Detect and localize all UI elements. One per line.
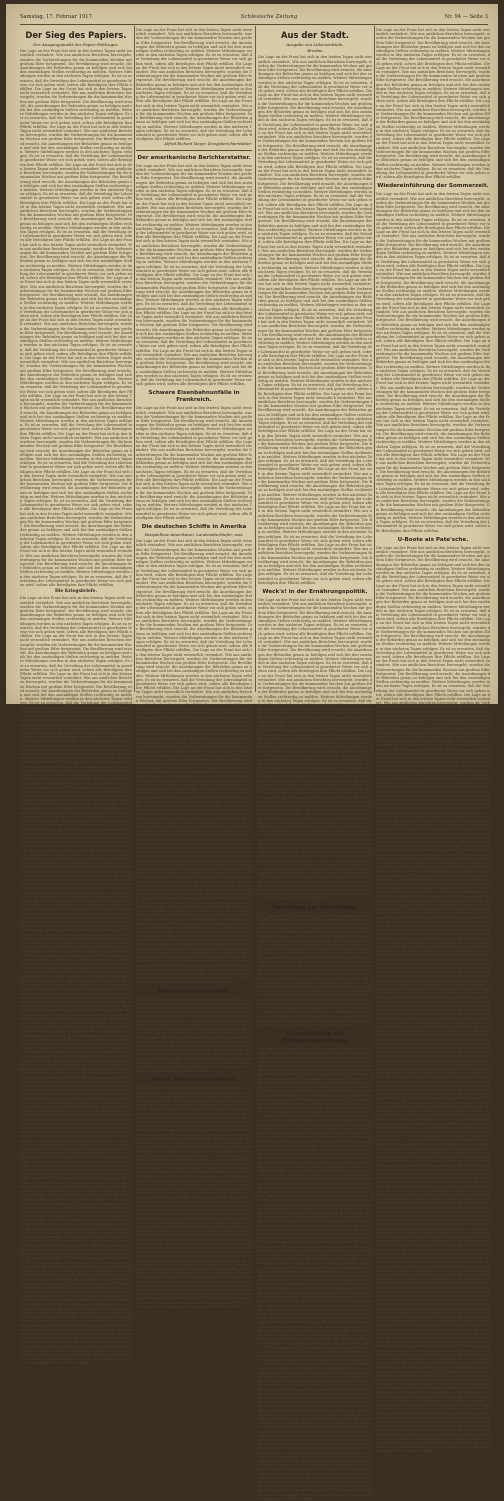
column-rule — [374, 26, 375, 692]
column-rule — [255, 26, 256, 692]
header-paper-name: Schlesische Zeitung — [240, 14, 298, 20]
newspaper-page — [6, 4, 498, 1501]
article-body: Die Lage an der Front hat sich in den letzten Tagen nicht wesentlich verändert. Wie aus amtlichen Berichten hervorgeht, wurden die Vorbereitungen für die kommenden Wochen mit großem Eifer fortgesetzt. Die Bevölkerung wird ersucht, die Anordnungen der Behörden genau zu befolgen und sich bei den zuständigen Stellen rechtzeitig zu melden. Weitere Mitteilungen werden in den nächsten Tagen erfolgen. Es ist zu erwarten, daß die Verteilung der Lebensmittel in geordneter Weise vor sich gehen wird, sofern alle Beteiligten ihre Pflicht erfüllen. Die Lage an der Front hat sich in den letzten Tagen nicht wesentlich verändert. Wie aus amtlichen Berichten hervorgeht, wurden die Vorbereitungen für die kommenden Wochen mit großem Eifer fortgesetzt. Die Bevölkerung wird ersucht, die Anordnungen der Behörden genau zu befolgen und sich bei den zuständigen Stellen rechtzeitig zu melden. Weitere Mitteilungen werden in den nächsten Tagen erfolgen. Es ist zu erwarten, daß die Verteilung der Lebensmittel in geordneter Weise vor sich gehen wird, sofern alle Beteiligten ihre Pflicht erfüllen. Die Lage an der Front hat sich in den letzten Tagen nicht wesentlich verändert. Wie aus amtlichen Berichten hervorgeht, wurden die Vorbereitungen für die kommenden Wochen mit großem Eifer fortgesetzt. Die Bevölkerung wird ersucht, die Anordnungen der Behörden genau zu befolgen und sich bei den zuständigen Stellen rechtzeitig zu melden. Weitere Mitteilungen werden in den nächsten Tagen erfolgen. Es ist zu erwarten, daß die Verteilung der Lebensmittel in geordneter Weise vor sich gehen wird, sofern alle Beteiligten ihre Pflicht erfüllen. — [258, 913, 372, 1027]
article-body: Die Lage an der Front hat sich in den letzten Tagen nicht wesentlich verändert. Wie aus amtlichen Berichten hervorgeht, wurden die Vorbereitungen für die kommenden Wochen mit großem Eifer fortgesetzt. Die Bevölkerung wird ersucht, die Anordnungen der Behörden genau zu befolgen und sich bei den zuständigen Stellen rechtzeitig zu melden. Weitere Mitteilungen werden in den nächsten Tagen erfolgen. Es ist zu erwarten, daß die Verteilung der Lebensmittel in geordneter Weise vor sich gehen wird, sofern alle Beteiligten ihre Pflicht erfüllen. Die Lage an der Front hat sich in den letzten Tagen nicht wesentlich verändert. Wie aus amtlichen Berichten hervorgeht, wurden die Vorbereitungen für die kommenden Wochen mit großem Eifer fortgesetzt. Die Bevölkerung wird ersucht, die Anordnungen der Behörden genau zu befolgen und sich bei den zuständigen Stellen rechtzeitig zu melden. Weitere Mitteilungen werden in den nächsten Tagen erfolgen. Es ist zu erwarten, daß die Verteilung der Lebensmittel in geordneter Weise vor sich gehen wird, sofern alle Beteiligten ihre Pflicht erfüllen. Die Lage an der Front hat sich in den letzten Tagen nicht wesentlich verändert. Wie aus amtlichen Berichten hervorgeht, wurden die Vorbereitungen für die kommenden Wochen mit großem Eifer fortgesetzt. Die Bevölkerung wird ersucht, die Anordnungen der Behörden genau zu befolgen und sich bei den zuständigen Stellen rechtzeitig zu melden. Weitere Mitteilungen werden in den nächsten Tagen erfolgen. Es ist zu erwarten, daß die Verteilung der Lebensmittel in geordneter Weise vor sich gehen wird, sofern alle Beteiligten ihre Pflicht erfüllen. — [136, 406, 252, 520]
article-heading: Verteilung der Marmelade. — [272, 904, 358, 911]
article-signature: Alfred Richard Meyer, Kriegsberichterstatter. — [164, 141, 252, 147]
column-4 — [376, 28, 491, 1454]
article-heading: U-Boote als Pate'sche. — [397, 536, 469, 543]
page-header — [20, 10, 488, 25]
article-heading: Kleine Theaternachrichten. — [151, 1077, 237, 1084]
article-body: Die Lage an der Front hat sich in den letzten Tagen nicht wesentlich verändert. Wie aus amtlichen Berichten hervorgeht, wurden die Vorbereitungen für die kommenden Wochen mit großem Eifer fortgesetzt. Die Bevölkerung wird ersucht, die Anordnungen der Behörden genau zu befolgen und sich bei den zuständigen Stellen rechtzeitig zu melden. Weitere Mitteilungen werden in den nächsten Tagen erfolgen. Es ist zu erwarten, daß die Verteilung der Lebensmittel in geordneter Weise vor sich gehen wird, sofern alle Beteiligten ihre Pflicht erfüllen. Die Lage an der Front hat sich in den letzten Tagen nicht wesentlich verändert. Wie aus amtlichen Berichten hervorgeht, wurden die Vorbereitungen für die kommenden Wochen mit großem Eifer fortgesetzt. Die Bevölkerung wird ersucht, die Anordnungen der Behörden genau zu befolgen und sich bei den zuständigen Stellen rechtzeitig zu melden. Weitere Mitteilungen werden in den nächsten Tagen erfolgen. Es ist zu erwarten, daß die Verteilung der Lebensmittel in geordneter Weise vor sich gehen wird, sofern alle Beteiligten ihre Pflicht erfüllen. Die Lage an der Front hat sich in den letzten Tagen nicht wesentlich verändert. Wie aus amtlichen Berichten hervorgeht, wurden die Vorbereitungen für die kommenden Wochen mit großem Eifer fortgesetzt. Die Bevölkerung wird ersucht, die Anordnungen der Behörden genau zu befolgen und sich bei den zuständigen Stellen rechtzeitig zu melden. Weitere Mitteilungen werden in den nächsten Tagen erfolgen. Es ist zu erwarten, daß die Verteilung der Lebensmittel in geordneter Weise vor sich gehen wird, sofern alle Beteiligten ihre Pflicht erfüllen. Die Lage an der Front hat sich in den letzten Tagen nicht wesentlich verändert. Wie aus amtlichen Berichten hervorgeht, wurden die Vorbereitungen für die kommenden Wochen mit großem Eifer fortgesetzt. Die Bevölkerung wird ersucht, die Anordnungen der Behörden genau zu befolgen und sich bei den zuständigen Stellen rechtzeitig zu melden. Weitere Mitteilungen werden in den nächsten Tagen erfolgen. Es ist zu erwarten, daß die Verteilung der Lebensmittel in geordneter Weise vor sich gehen wird, sofern alle Beteiligten ihre Pflicht erfüllen. Die Lage an der Front hat sich in den letzten Tagen nicht wesentlich verändert. Wie aus amtlichen Berichten hervorgeht, wurden die Vorbereitungen für die kommenden Wochen mit großem Eifer fortgesetzt. Die Bevölkerung wird ersucht, die Anordnungen der Behörden genau zu befolgen und sich bei den zuständigen Stellen rechtzeitig zu melden. Weitere Mitteilungen werden in den nächsten Tagen erfolgen. Es ist zu erwarten, daß die Verteilung der Lebensmittel in geordneter Weise vor sich gehen wird, sofern alle Beteiligten ihre Pflicht erfüllen. Die Lage an der Front hat sich in den letzten Tagen nicht wesentlich verändert. Wie aus amtlichen Berichten hervorgeht, wurden die Vorbereitungen für die kommenden Wochen mit großem Eifer fortgesetzt. Die Bevölkerung wird ersucht, die Anordnungen der Behörden genau zu befolgen und sich bei den zuständigen Stellen rechtzeitig zu melden. Weitere Mitteilungen werden in den nächsten Tagen erfolgen. Es ist zu erwarten, daß die Verteilung der Lebensmittel in geordneter Weise vor sich gehen wird, sofern alle Beteiligten ihre Pflicht erfüllen. Die Lage an der Front hat sich in den letzten Tagen nicht wesentlich verändert. Wie aus amtlichen Berichten hervorgeht, wurden die Vorbereitungen für die kommenden Wochen mit großem Eifer fortgesetzt. Die Bevölkerung wird ersucht, die Anordnungen der Behörden genau zu befolgen und sich bei den zuständigen Stellen rechtzeitig zu melden. Weitere Mitteilungen werden in den nächsten Tagen erfolgen. Es ist zu erwarten, daß die Verteilung der Lebensmittel in geordneter Weise vor sich gehen wird, sofern alle Beteiligten ihre Pflicht erfüllen. Die Lage an der Front hat sich in den letzten Tagen nicht wesentlich verändert. Wie aus amtlichen Berichten hervorgeht, wurden die Vorbereitungen für die kommenden Wochen mit großem Eifer fortgesetzt. Die Bevölkerung wird ersucht, die Anordnungen der Behörden genau zu befolgen und sich bei den zuständigen Stellen rechtzeitig zu melden. Weitere Mitteilungen werden in den nächsten Tagen erfolgen. Es ist zu erwarten, daß die Verteilung der Lebensmittel in geordneter Weise vor sich gehen wird, sofern alle Beteiligten ihre Pflicht erfüllen. — [258, 598, 373, 901]
column-2 — [136, 28, 252, 1309]
header-page-number: Nr. 94 — Seite 3 — [444, 14, 488, 20]
article-body: Die Lage an der Front hat sich in den letzten Tagen nicht wesentlich verändert. Wie aus amtlichen Berichten hervorgeht, wurden die Vorbereitungen für die kommenden Wochen mit großem Eifer fortgesetzt. Die Bevölkerung wird ersucht, die Anordnungen der Behörden genau zu befolgen und sich bei den zuständigen Stellen rechtzeitig zu melden. Weitere Mitteilungen werden in den nächsten Tagen erfolgen. Es ist zu erwarten, daß die Verteilung der Lebensmittel in geordneter Weise vor sich gehen wird, sofern alle Beteiligten ihre Pflicht erfüllen. Die Lage an der Front hat sich in den letzten Tagen nicht wesentlich verändert. Wie aus amtlichen Berichten hervorgeht, wurden die Vorbereitungen für die kommenden Wochen mit großem Eifer fortgesetzt. Die Bevölkerung wird ersucht, die Anordnungen der Behörden genau zu befolgen und sich bei den zuständigen Stellen rechtzeitig zu melden. Weitere Mitteilungen werden in den nächsten Tagen erfolgen. Es ist zu erwarten, daß die Verteilung der Lebensmittel in geordneter Weise vor sich gehen wird, sofern alle Beteiligten ihre Pflicht erfüllen. Die Lage an der Front hat sich in den letzten Tagen nicht wesentlich verändert. Wie aus amtlichen Berichten hervorgeht, wurden die Vorbereitungen für die kommenden Wochen mit großem Eifer fortgesetzt. Die Bevölkerung wird ersucht, die Anordnungen der Behörden genau zu befolgen und sich bei den zuständigen Stellen rechtzeitig zu melden. Weitere Mitteilungen werden in den nächsten Tagen erfolgen. Es ist zu erwarten, daß die Verteilung der Lebensmittel in geordneter Weise vor sich gehen wird, sofern alle Beteiligten ihre Pflicht erfüllen. Die Lage an der Front hat sich in den letzten Tagen nicht wesentlich verändert. Wie aus amtlichen Berichten hervorgeht, wurden die Vorbereitungen für die kommenden Wochen mit großem Eifer fortgesetzt. Die Bevölkerung wird ersucht, die Anordnungen der Behörden genau zu befolgen und sich bei den zuständigen Stellen rechtzeitig zu melden. Weitere Mitteilungen werden in den nächsten Tagen erfolgen. Es ist zu erwarten, daß die Verteilung der Lebensmittel in geordneter Weise vor sich gehen wird, sofern alle Beteiligten ihre Pflicht erfüllen. Die Lage an der Front hat sich in den letzten Tagen nicht wesentlich verändert. Wie aus amtlichen Berichten hervorgeht, wurden die Vorbereitungen für die kommenden Wochen mit großem Eifer fortgesetzt. Die Bevölkerung wird ersucht, die Anordnungen der Behörden genau zu befolgen und sich bei den zuständigen Stellen rechtzeitig zu melden. Weitere Mitteilungen werden in den nächsten Tagen erfolgen. Es ist zu erwarten, daß die Verteilung der Lebensmittel in geordneter Weise vor sich gehen wird, sofern alle Beteiligten ihre Pflicht erfüllen. Die Lage an der Front hat sich in den letzten Tagen nicht wesentlich verändert. Wie aus amtlichen Berichten hervorgeht, wurden die Vorbereitungen für die kommenden Wochen mit großem Eifer fortgesetzt. Die Bevölkerung wird ersucht, die Anordnungen der Behörden genau zu befolgen und sich bei den zuständigen Stellen rechtzeitig zu melden. Weitere Mitteilungen werden in den nächsten Tagen erfolgen. Es ist zu erwarten, daß die Verteilung der Lebensmittel in geordneter Weise vor sich gehen wird, sofern alle Beteiligten ihre Pflicht erfüllen. Die Lage an der Front hat sich in den letzten Tagen nicht wesentlich verändert. Wie aus amtlichen Berichten hervorgeht, wurden die Vorbereitungen für die kommenden Wochen mit großem Eifer fortgesetzt. Die Bevölkerung wird ersucht, die Anordnungen der Behörden genau zu befolgen und sich bei den zuständigen Stellen rechtzeitig zu melden. Weitere Mitteilungen werden in den nächsten Tagen erfolgen. Es ist zu erwarten, daß die Verteilung der Lebensmittel in geordneter Weise vor sich gehen wird, sofern alle Beteiligten ihre Pflicht erfüllen. Die Lage an der Front hat sich in den letzten Tagen nicht wesentlich verändert. Wie aus amtlichen Berichten hervorgeht, wurden die Vorbereitungen für die kommenden Wochen mit großem Eifer fortgesetzt. Die Bevölkerung wird ersucht, die Anordnungen der Behörden genau zu befolgen und sich bei den zuständigen Stellen rechtzeitig zu melden. Weitere Mitteilungen werden in den nächsten Tagen erfolgen. Es ist zu erwarten, daß die Verteilung der Lebensmittel in geordneter Weise vor sich gehen wird, sofern alle Beteiligten ihre Pflicht erfüllen. Die Lage an der Front hat sich in den letzten Tagen nicht wesentlich verändert. Wie aus amtlichen Berichten hervorgeht, wurden die Vorbereitungen für die kommenden Wochen mit großem Eifer fortgesetzt. Die Bevölkerung wird ersucht, die Anordnungen der Behörden genau zu befolgen und sich bei den zuständigen Stellen rechtzeitig zu melden. Weitere Mitteilungen werden in den nächsten Tagen erfolgen. Es ist zu erwarten, daß die Verteilung der Lebensmittel in geordneter Weise vor sich gehen wird, sofern alle Beteiligten ihre Pflicht erfüllen. Die Lage an der Front hat sich in den letzten Tagen nicht wesentlich verändert. Wie aus amtlichen Berichten hervorgeht, wurden die Vorbereitungen für die kommenden Wochen mit großem Eifer fortgesetzt. Die Bevölkerung wird ersucht, die Anordnungen der Behörden genau zu befolgen und sich bei den zuständigen Stellen rechtzeitig zu melden. Weitere Mitteilungen werden in den nächsten Tagen erfolgen. Es ist zu erwarten, daß die Verteilung der Lebensmittel in geordneter Weise vor sich gehen wird, sofern alle Beteiligten ihre Pflicht erfüllen. Die Lage an der Front hat sich in den letzten Tagen nicht wesentlich verändert. Wie aus amtlichen Berichten hervorgeht, wurden die Vorbereitungen für die kommenden Wochen mit großem Eifer fortgesetzt. Die Bevölkerung wird ersucht, die Anordnungen der Behörden genau zu befolgen und sich bei den zuständigen Stellen rechtzeitig zu melden. Weitere Mitteilungen werden in den nächsten Tagen erfolgen. Es ist zu erwarten, daß die Verteilung der Lebensmittel in geordneter Weise vor sich gehen wird, sofern alle Beteiligten ihre Pflicht erfüllen. Die Lage an der Front hat sich in den letzten Tagen nicht wesentlich verändert. Wie aus amtlichen Berichten hervorgeht, wurden die Vorbereitungen für die kommenden Wochen mit großem Eifer fortgesetzt. Die Bevölkerung wird ersucht, die Anordnungen der Behörden genau zu befolgen und sich bei den zuständigen Stellen rechtzeitig zu melden. Weitere Mitteilungen werden in den nächsten Tagen erfolgen. Es ist zu erwarten, daß die Verteilung der Lebensmittel in geordneter Weise vor sich gehen wird, sofern alle Beteiligten ihre Pflicht erfüllen. Die Lage an der Front hat sich in den letzten Tagen nicht wesentlich verändert. Wie aus amtlichen Berichten hervorgeht, wurden die Vorbereitungen für die kommenden Wochen mit großem Eifer fortgesetzt. Die Bevölkerung wird ersucht, die Anordnungen der Behörden genau zu befolgen und sich bei den zuständigen Stellen rechtzeitig zu melden. Weitere Mitteilungen werden in den nächsten Tagen erfolgen. Es ist zu erwarten, daß die Verteilung der Lebensmittel in geordneter Weise vor sich gehen wird, sofern alle Beteiligten ihre Pflicht erfüllen. Die Lage an der Front hat sich in den letzten Tagen nicht wesentlich verändert. Wie aus amtlichen Berichten hervorgeht, wurden die Vorbereitungen für die kommenden Wochen mit großem Eifer fortgesetzt. Die Bevölkerung wird ersucht, die Anordnungen der Behörden genau zu befolgen und sich bei den zuständigen Stellen rechtzeitig zu melden. Weitere Mitteilungen werden in den nächsten Tagen erfolgen. Es ist zu erwarten, daß die Verteilung der Lebensmittel in geordneter Weise vor sich gehen wird, sofern alle Beteiligten ihre Pflicht erfüllen. Die Lage an der Front hat sich in den letzten Tagen nicht wesentlich verändert. Wie aus amtlichen Berichten hervorgeht, wurden die Vorbereitungen für die kommenden Wochen mit großem Eifer fortgesetzt. Die Bevölkerung wird ersucht, die Anordnungen der Behörden genau zu befolgen und sich bei den zuständigen Stellen rechtzeitig zu melden. Weitere Mitteilungen werden in den nächsten Tagen erfolgen. Es ist zu erwarten, daß die Verteilung der Lebensmittel in geordneter Weise vor sich gehen wird, sofern alle Beteiligten ihre Pflicht erfüllen. Die Lage an der Front hat sich in den letzten Tagen nicht wesentlich verändert. Wie aus amtlichen Berichten hervorgeht, wurden die Vorbereitungen für die kommenden Wochen mit großem Eifer fortgesetzt. Die Bevölkerung wird ersucht, die Anordnungen der Behörden genau zu befolgen und sich bei den zuständigen Stellen rechtzeitig zu melden. Weitere Mitteilungen werden in den nächsten Tagen erfolgen. Es ist zu erwarten, daß die Verteilung der Lebensmittel in geordneter Weise vor sich gehen wird, sofern alle Beteiligten ihre Pflicht erfüllen. Die Lage an der Front hat sich in den letzten Tagen nicht wesentlich verändert. Wie aus amtlichen Berichten hervorgeht, wurden die Vorbereitungen für die kommenden Wochen mit großem Eifer fortgesetzt. Die Bevölkerung wird ersucht, die Anordnungen der Behörden genau zu befolgen und sich bei den zuständigen Stellen rechtzeitig zu melden. Weitere Mitteilungen werden in den nächsten Tagen erfolgen. Es ist zu erwarten, daß die Verteilung der Lebensmittel in geordneter Weise vor sich gehen wird, sofern alle Beteiligten ihre Pflicht erfüllen. Die Lage an der Front hat sich in den letzten Tagen nicht wesentlich verändert. Wie aus amtlichen Berichten hervorgeht, wurden die Vorbereitungen für die kommenden Wochen mit großem Eifer fortgesetzt. Die Bevölkerung wird ersucht, die Anordnungen der Behörden genau zu befolgen und sich bei den zuständigen Stellen rechtzeitig zu melden. Weitere Mitteilungen werden in den nächsten Tagen erfolgen. Es ist zu erwarten, daß die Verteilung der Lebensmittel in geordneter Weise vor sich gehen wird, sofern alle Beteiligten ihre Pflicht erfüllen. Die Lage an der Front hat sich in den letzten Tagen nicht wesentlich verändert. Wie aus amtlichen Berichten hervorgeht, wurden die Vorbereitungen für die kommenden Wochen mit großem Eifer fortgesetzt. Die Bevölkerung wird ersucht, die Anordnungen der Behörden genau zu befolgen und sich bei den zuständigen Stellen rechtzeitig zu melden. Weitere Mitteilungen werden in den nächsten Tagen erfolgen. Es ist zu erwarten, daß die Verteilung der Lebensmittel in geordneter Weise vor sich gehen wird, sofern alle Beteiligten ihre Pflicht erfüllen. Die Lage an der Front hat sich in den letzten Tagen nicht wesentlich verändert. Wie aus amtlichen Berichten hervorgeht, wurden die Vorbereitungen für die kommenden Wochen mit großem Eifer fortgesetzt. Die Bevölkerung wird ersucht, die Anordnungen der Behörden genau zu befolgen und sich bei den zuständigen Stellen rechtzeitig zu melden. Weitere Mitteilungen werden in den nächsten Tagen erfolgen. Es ist zu erwarten, daß die Verteilung der Lebensmittel in geordneter Weise vor sich gehen wird, sofern alle Beteiligten ihre Pflicht erfüllen. — [20, 596, 132, 1366]
section-title: Aus der Stadt. — [281, 30, 349, 40]
article-body: Die Lage an der Front hat sich in den letzten Tagen nicht wesentlich verändert. Wie aus amtlichen Berichten hervorgeht, wurden die Vorbereitungen für die kommenden Wochen mit großem Eifer fortgesetzt. Die Bevölkerung wird ersucht, die Anordnungen der Behörden genau zu befolgen und sich bei den zuständigen Stellen rechtzeitig zu melden. Weitere Mitteilungen werden in den nächsten Tagen erfolgen. Es ist zu erwarten, daß die Verteilung der Lebensmittel in geordneter Weise vor sich gehen wird, sofern alle Beteiligten ihre Pflicht erfüllen. Die Lage an der Front hat sich in den letzten Tagen nicht wesentlich verändert. Wie aus amtlichen Berichten hervorgeht, wurden die Vorbereitungen für die kommenden Wochen mit großem Eifer fortgesetzt. Die Bevölkerung wird ersucht, die Anordnungen der Behörden genau zu befolgen und sich bei den zuständigen Stellen rechtzeitig zu melden. Weitere Mitteilungen werden in den nächsten Tagen erfolgen. Es ist zu erwarten, daß die Verteilung der Lebensmittel in geordneter Weise vor sich gehen wird, sofern alle Beteiligten ihre Pflicht erfüllen. Die Lage an der Front hat sich in den letzten Tagen nicht wesentlich verändert. Wie aus amtlichen Berichten hervorgeht, wurden die Vorbereitungen für die kommenden Wochen mit großem Eifer fortgesetzt. Die Bevölkerung wird ersucht, die Anordnungen der Behörden genau zu befolgen und sich bei den zuständigen Stellen rechtzeitig zu melden. Weitere Mitteilungen werden in den nächsten Tagen erfolgen. Es ist zu erwarten, daß die Verteilung der Lebensmittel in geordneter Weise vor sich gehen wird, sofern alle Beteiligten ihre Pflicht erfüllen. Die Lage an der Front hat sich in den letzten Tagen nicht wesentlich verändert. Wie aus amtlichen Berichten hervorgeht, wurden die Vorbereitungen für die kommenden Wochen mit großem Eifer fortgesetzt. Die Bevölkerung wird ersucht, die Anordnungen der Behörden genau zu befolgen und sich bei den zuständigen Stellen rechtzeitig zu melden. Weitere Mitteilungen werden in den nächsten Tagen erfolgen. Es ist zu erwarten, daß die Verteilung der Lebensmittel in geordneter Weise vor sich gehen wird, sofern alle Beteiligten ihre Pflicht erfüllen. Die Lage an der Front hat sich in den letzten Tagen nicht wesentlich verändert. Wie aus amtlichen Berichten hervorgeht, wurden die Vorbereitungen für die kommenden Wochen mit großem Eifer fortgesetzt. Die Bevölkerung wird ersucht, die Anordnungen der Behörden genau zu befolgen und sich bei den zuständigen Stellen rechtzeitig zu melden. Weitere Mitteilungen werden in den nächsten Tagen erfolgen. Es ist zu erwarten, daß die Verteilung der Lebensmittel in geordneter Weise vor sich gehen wird, sofern alle Beteiligten ihre Pflicht erfüllen. Die Lage an der Front hat sich in den letzten Tagen nicht wesentlich verändert. Wie aus amtlichen Berichten hervorgeht, wurden die Vorbereitungen für die kommenden Wochen mit großem Eifer fortgesetzt. Die Bevölkerung wird ersucht, die Anordnungen der Behörden genau zu befolgen und sich bei den zuständigen Stellen rechtzeitig zu melden. Weitere Mitteilungen werden in den nächsten Tagen erfolgen. Es ist zu erwarten, daß die Verteilung der Lebensmittel in geordneter Weise vor sich gehen wird, sofern alle Beteiligten ihre Pflicht erfüllen. Die Lage an der Front hat sich in den letzten Tagen nicht wesentlich verändert. Wie aus amtlichen Berichten hervorgeht, wurden die Vorbereitungen für die kommenden Wochen mit großem Eifer fortgesetzt. Die Bevölkerung wird ersucht, die Anordnungen der Behörden genau zu befolgen und sich bei den zuständigen Stellen rechtzeitig zu melden. Weitere Mitteilungen werden in den nächsten Tagen erfolgen. Es ist zu erwarten, daß die Verteilung der Lebensmittel in geordneter Weise vor sich gehen wird, sofern alle Beteiligten ihre Pflicht erfüllen. Die Lage an der Front hat sich in den letzten Tagen nicht wesentlich verändert. Wie aus amtlichen Berichten hervorgeht, wurden die Vorbereitungen für die kommenden Wochen mit großem Eifer fortgesetzt. Die Bevölkerung wird ersucht, die Anordnungen der Behörden genau zu befolgen und sich bei den zuständigen Stellen rechtzeitig zu melden. Weitere Mitteilungen werden in den nächsten Tagen erfolgen. Es ist zu erwarten, daß die Verteilung der Lebensmittel in geordneter Weise vor sich gehen wird, sofern alle Beteiligten ihre Pflicht erfüllen. Die Lage an der Front hat sich in den letzten Tagen nicht wesentlich verändert. Wie aus amtlichen Berichten hervorgeht, wurden die Vorbereitungen für die kommenden Wochen mit großem Eifer fortgesetzt. Die Bevölkerung wird ersucht, die Anordnungen der Behörden genau zu befolgen und sich bei den zuständigen Stellen rechtzeitig zu melden. Weitere Mitteilungen werden in den nächsten Tagen erfolgen. Es ist zu erwarten, daß die Verteilung der Lebensmittel in geordneter Weise vor sich gehen wird, sofern alle Beteiligten ihre Pflicht erfüllen. Die Lage an der Front hat sich in den letzten Tagen nicht wesentlich verändert. Wie aus amtlichen Berichten hervorgeht, wurden die Vorbereitungen für die kommenden Wochen mit großem Eifer fortgesetzt. Die Bevölkerung wird ersucht, die Anordnungen der Behörden genau zu befolgen und sich bei den zuständigen Stellen rechtzeitig zu melden. Weitere Mitteilungen werden in den nächsten Tagen erfolgen. Es ist zu erwarten, daß die Verteilung der Lebensmittel in geordneter Weise vor sich gehen wird, sofern alle Beteiligten ihre Pflicht erfüllen. Die Lage an der Front hat sich in den letzten Tagen nicht wesentlich verändert. Wie aus amtlichen Berichten hervorgeht, wurden die Vorbereitungen für die kommenden Wochen mit großem Eifer fortgesetzt. Die Bevölkerung wird ersucht, die Anordnungen der Behörden genau zu befolgen und sich bei den zuständigen Stellen rechtzeitig zu melden. Weitere Mitteilungen werden in den nächsten Tagen erfolgen. Es ist zu erwarten, daß die Verteilung der Lebensmittel in geordneter Weise vor sich gehen wird, sofern alle Beteiligten ihre Pflicht erfüllen. Die Lage an der Front hat sich in den letzten Tagen nicht wesentlich verändert. Wie aus amtlichen Berichten hervorgeht, wurden die Vorbereitungen für die kommenden Wochen mit großem Eifer fortgesetzt. Die Bevölkerung wird ersucht, die Anordnungen der Behörden genau zu befolgen und sich bei den zuständigen Stellen rechtzeitig zu melden. Weitere Mitteilungen werden in den nächsten Tagen erfolgen. Es ist zu erwarten, daß die Verteilung der Lebensmittel in geordneter Weise vor sich gehen wird, sofern alle Beteiligten ihre Pflicht erfüllen. Die Lage an der Front hat sich in den letzten Tagen nicht wesentlich verändert. Wie aus amtlichen Berichten hervorgeht, wurden die Vorbereitungen für die kommenden Wochen mit großem Eifer fortgesetzt. Die Bevölkerung wird ersucht, die Anordnungen der Behörden genau zu befolgen und sich bei den zuständigen Stellen rechtzeitig zu melden. Weitere Mitteilungen werden in den nächsten Tagen erfolgen. Es ist zu erwarten, daß die Verteilung der Lebensmittel in geordneter Weise vor sich gehen wird, sofern alle Beteiligten ihre Pflicht erfüllen. Die Lage an der Front hat sich in den letzten Tagen nicht wesentlich verändert. Wie aus amtlichen Berichten hervorgeht, wurden die Vorbereitungen für die kommenden Wochen mit großem Eifer fortgesetzt. Die Bevölkerung wird ersucht, die Anordnungen der Behörden genau zu befolgen und sich bei den zuständigen Stellen rechtzeitig zu melden. Weitere Mitteilungen werden in den nächsten Tagen erfolgen. Es ist zu erwarten, daß die Verteilung der Lebensmittel in geordneter Weise vor sich gehen wird, sofern alle Beteiligten ihre Pflicht erfüllen. — [258, 55, 373, 585]
article-subtitle: Der Ausgangspunkt des Papier-Feldzuges. — [33, 42, 119, 47]
article-body: Die Lage an der Front hat sich in den letzten Tagen nicht wesentlich verändert. Wie aus amtlichen Berichten hervorgeht, wurden die Vorbereitungen für die kommenden Wochen mit großem Eifer fortgesetzt. Die Bevölkerung wird ersucht, die Anordnungen der Behörden genau zu befolgen und sich bei den zuständigen Stellen rechtzeitig zu melden. Weitere Mitteilungen werden in den nächsten Tagen erfolgen. Es ist zu erwarten, daß die Verteilung der Lebensmittel in geordneter Weise vor sich gehen wird, sofern alle Beteiligten ihre Pflicht erfüllen. Die Lage an der Front hat sich in den letzten Tagen nicht wesentlich verändert. Wie aus amtlichen Berichten hervorgeht, wurden die Vorbereitungen für die kommenden Wochen mit großem Eifer fortgesetzt. Die Bevölkerung wird ersucht, die Anordnungen der Behörden genau zu befolgen und sich bei den zuständigen Stellen rechtzeitig zu melden. Weitere Mitteilungen werden in den nächsten Tagen erfolgen. Es ist zu erwarten, daß die Verteilung der Lebensmittel in geordneter Weise vor sich gehen wird, sofern alle Beteiligten ihre Pflicht erfüllen. Die Lage an der Front hat sich in den letzten Tagen nicht wesentlich verändert. Wie aus amtlichen Berichten hervorgeht, wurden die Vorbereitungen für die kommenden Wochen mit großem Eifer fortgesetzt. Die Bevölkerung wird ersucht, die Anordnungen der Behörden genau zu befolgen und sich bei den zuständigen Stellen rechtzeitig zu melden. Weitere Mitteilungen werden in den nächsten Tagen erfolgen. Es ist zu erwarten, daß die Verteilung der Lebensmittel in geordneter Weise vor sich gehen wird, sofern alle Beteiligten ihre Pflicht erfüllen. Die Lage an der Front hat sich in den letzten Tagen nicht wesentlich verändert. Wie aus amtlichen Berichten hervorgeht, wurden die Vorbereitungen für die kommenden Wochen mit großem Eifer fortgesetzt. Die Bevölkerung wird ersucht, die Anordnungen der Behörden genau zu befolgen und sich bei den zuständigen Stellen rechtzeitig zu melden. Weitere Mitteilungen werden in den nächsten Tagen erfolgen. Es ist zu erwarten, daß die Verteilung der Lebensmittel in geordneter Weise vor sich gehen wird, sofern alle Beteiligten ihre Pflicht erfüllen. Die Lage an der Front hat sich in den letzten Tagen nicht wesentlich verändert. Wie aus amtlichen Berichten hervorgeht, wurden die Vorbereitungen für die kommenden Wochen mit großem Eifer fortgesetzt. Die Bevölkerung wird ersucht, die Anordnungen der Behörden genau zu befolgen und sich bei den zuständigen Stellen rechtzeitig zu melden. Weitere Mitteilungen werden in den nächsten Tagen erfolgen. Es ist zu erwarten, daß die Verteilung der Lebensmittel in geordneter Weise vor sich gehen wird, sofern alle Beteiligten ihre Pflicht erfüllen. Die Lage an der Front hat sich in den letzten Tagen nicht wesentlich verändert. Wie aus amtlichen Berichten hervorgeht, wurden die Vorbereitungen für die kommenden Wochen mit großem Eifer fortgesetzt. Die Bevölkerung wird ersucht, die Anordnungen der Behörden genau zu befolgen und sich bei den zuständigen Stellen rechtzeitig zu melden. Weitere Mitteilungen werden in den nächsten Tagen erfolgen. Es ist zu erwarten, daß die Verteilung der Lebensmittel in geordneter Weise vor sich gehen wird, sofern alle Beteiligten ihre Pflicht erfüllen. Die Lage an der Front hat sich in den letzten Tagen nicht wesentlich verändert. Wie aus amtlichen Berichten hervorgeht, wurden die Vorbereitungen für die kommenden Wochen mit großem Eifer fortgesetzt. Die Bevölkerung wird ersucht, die Anordnungen der Behörden genau zu befolgen und sich bei den zuständigen Stellen rechtzeitig zu melden. Weitere Mitteilungen werden in den nächsten Tagen erfolgen. Es ist zu erwarten, daß die Verteilung der Lebensmittel in geordneter Weise vor sich gehen wird, sofern alle Beteiligten ihre Pflicht erfüllen. Die Lage an der Front hat sich in den letzten Tagen nicht wesentlich verändert. Wie aus amtlichen Berichten hervorgeht, wurden die Vorbereitungen für die kommenden Wochen mit großem Eifer fortgesetzt. Die Bevölkerung wird ersucht, die Anordnungen der Behörden genau zu befolgen und sich bei den zuständigen Stellen rechtzeitig zu melden. Weitere Mitteilungen werden in den nächsten Tagen erfolgen. Es ist zu erwarten, daß die Verteilung der Lebensmittel in geordneter Weise vor sich gehen wird, sofern alle Beteiligten ihre Pflicht erfüllen. Die Lage an der Front hat sich in den letzten Tagen nicht wesentlich verändert. Wie aus amtlichen Berichten hervorgeht, wurden die Vorbereitungen für die kommenden Wochen mit großem Eifer fortgesetzt. Die Bevölkerung wird ersucht, die Anordnungen der Behörden genau zu befolgen und sich bei den zuständigen Stellen rechtzeitig zu melden. Weitere Mitteilungen werden in den nächsten Tagen erfolgen. Es ist zu erwarten, daß die Verteilung der Lebensmittel in geordneter Weise vor sich gehen wird, sofern alle Beteiligten ihre Pflicht erfüllen. Die Lage an der Front hat sich in den letzten Tagen nicht wesentlich verändert. Wie aus amtlichen Berichten hervorgeht, wurden die Vorbereitungen für die kommenden Wochen mit großem Eifer fortgesetzt. Die Bevölkerung wird ersucht, die Anordnungen der Behörden genau zu befolgen und sich bei den zuständigen Stellen rechtzeitig zu melden. Weitere Mitteilungen werden in den nächsten Tagen erfolgen. Es ist zu erwarten, daß die Verteilung der Lebensmittel in geordneter Weise vor sich gehen wird, sofern alle Beteiligten ihre Pflicht erfüllen. Die Lage an der Front hat sich in den letzten Tagen nicht wesentlich verändert. Wie aus amtlichen Berichten hervorgeht, wurden die Vorbereitungen für die kommenden Wochen mit großem Eifer fortgesetzt. Die Bevölkerung wird ersucht, die Anordnungen der Behörden genau zu befolgen und sich bei den zuständigen Stellen rechtzeitig zu melden. Weitere Mitteilungen werden in den nächsten Tagen erfolgen. Es ist zu erwarten, daß die Verteilung der Lebensmittel in geordneter Weise vor sich gehen wird, sofern alle Beteiligten ihre Pflicht erfüllen. Die Lage an der Front hat sich in den letzten Tagen nicht wesentlich verändert. Wie aus amtlichen Berichten hervorgeht, wurden die Vorbereitungen für die kommenden Wochen mit großem Eifer fortgesetzt. Die Bevölkerung wird ersucht, die Anordnungen der Behörden genau zu befolgen und sich bei den zuständigen Stellen rechtzeitig zu melden. Weitere Mitteilungen werden in den nächsten Tagen erfolgen. Es ist zu erwarten, daß die Verteilung der Lebensmittel in geordneter Weise vor sich gehen wird, sofern alle Beteiligten ihre Pflicht erfüllen. — [136, 539, 252, 985]
section-heading: Die Kriegsbriefe. — [55, 589, 97, 595]
article-body: Die Lage an der Front hat sich in den letzten Tagen nicht wesentlich verändert. Wie aus amtlichen Berichten hervorgeht, wurden die Vorbereitungen für die kommenden Wochen mit großem Eifer fortgesetzt. Die Bevölkerung wird ersucht, die Anordnungen der Behörden genau zu befolgen und sich bei den zuständigen Stellen rechtzeitig zu melden. Weitere Mitteilungen werden in den nächsten Tagen erfolgen. Es ist zu erwarten, daß die Verteilung der Lebensmittel in geordneter Weise vor sich gehen wird, sofern alle Beteiligten ihre Pflicht erfüllen. Die Lage an der Front hat sich in den letzten Tagen nicht wesentlich verändert. Wie aus amtlichen Berichten hervorgeht, wurden die Vorbereitungen für die kommenden Wochen mit großem Eifer fortgesetzt. Die Bevölkerung wird ersucht, die Anordnungen der Behörden genau zu befolgen und sich bei den zuständigen Stellen rechtzeitig zu melden. Weitere Mitteilungen werden in den nächsten Tagen erfolgen. Es ist zu erwarten, daß die Verteilung der Lebensmittel in geordneter Weise vor sich gehen wird, sofern alle Beteiligten ihre Pflicht erfüllen. Die Lage an der Front hat sich in den letzten Tagen nicht wesentlich verändert. Wie aus amtlichen Berichten hervorgeht, wurden die Vorbereitungen für die kommenden Wochen mit großem Eifer fortgesetzt. Die Bevölkerung wird ersucht, die Anordnungen der Behörden genau zu befolgen und sich bei den zuständigen Stellen rechtzeitig zu melden. Weitere Mitteilungen werden in den nächsten Tagen erfolgen. Es ist zu erwarten, daß die Verteilung der Lebensmittel in geordneter Weise vor sich gehen wird, sofern alle Beteiligten ihre Pflicht erfüllen. Die Lage an der Front hat sich in den letzten Tagen nicht wesentlich verändert. Wie aus amtlichen Berichten hervorgeht, wurden die Vorbereitungen für die kommenden Wochen mit großem Eifer fortgesetzt. Die Bevölkerung wird ersucht, die Anordnungen der Behörden genau zu befolgen und sich bei den zuständigen Stellen rechtzeitig zu melden. Weitere Mitteilungen werden in den nächsten Tagen erfolgen. Es ist zu erwarten, daß die Verteilung der Lebensmittel in geordneter Weise vor sich gehen wird, sofern alle Beteiligten ihre Pflicht erfüllen. — [376, 28, 491, 180]
article-heading: Schwere Eisenbahnunfälle in Frankreich. — [148, 390, 240, 404]
article-body: Die Lage an der Front hat sich in den letzten Tagen nicht wesentlich verändert. Wie aus amtlichen Berichten hervorgeht, wurden die Vorbereitungen für die kommenden Wochen mit großem Eifer fortgesetzt. Die Bevölkerung wird ersucht, die Anordnungen der Behörden genau zu befolgen und sich bei den zuständigen Stellen rechtzeitig zu melden. Weitere Mitteilungen werden in den nächsten Tagen erfolgen. Es ist zu erwarten, daß die Verteilung der Lebensmittel in geordneter Weise vor sich gehen wird, sofern alle Beteiligten ihre Pflicht erfüllen. Die Lage an der Front hat sich in den letzten Tagen nicht wesentlich verändert. Wie aus amtlichen Berichten hervorgeht, wurden die Vorbereitungen für die kommenden Wochen mit großem Eifer fortgesetzt. Die Bevölkerung wird ersucht, die Anordnungen der Behörden genau zu befolgen und sich bei den zuständigen Stellen rechtzeitig zu melden. Weitere Mitteilungen werden in den nächsten Tagen erfolgen. Es ist zu erwarten, daß die Verteilung der Lebensmittel in geordneter Weise vor sich gehen wird, sofern alle Beteiligten ihre Pflicht erfüllen. Die Lage an der Front hat sich in den letzten Tagen nicht wesentlich verändert. Wie aus amtlichen Berichten hervorgeht, wurden die Vorbereitungen für die kommenden Wochen mit großem Eifer fortgesetzt. Die Bevölkerung wird ersucht, die Anordnungen der Behörden genau zu befolgen und sich bei den zuständigen Stellen rechtzeitig zu melden. Weitere Mitteilungen werden in den nächsten Tagen erfolgen. Es ist zu erwarten, daß die Verteilung der Lebensmittel in geordneter Weise vor sich gehen wird, sofern alle Beteiligten ihre Pflicht erfüllen. Die Lage an der Front hat sich in den letzten Tagen nicht wesentlich verändert. Wie aus amtlichen Berichten hervorgeht, wurden die Vorbereitungen für die kommenden Wochen mit großem Eifer fortgesetzt. Die Bevölkerung wird ersucht, die Anordnungen der Behörden genau zu befolgen und sich bei den zuständigen Stellen rechtzeitig zu melden. Weitere Mitteilungen werden in den nächsten Tagen erfolgen. Es ist zu erwarten, daß die Verteilung der Lebensmittel in geordneter Weise vor sich gehen wird, sofern alle Beteiligten ihre Pflicht erfüllen. Die Lage an der Front hat sich in den letzten Tagen nicht wesentlich verändert. Wie aus amtlichen Berichten hervorgeht, wurden die Vorbereitungen für die kommenden Wochen mit großem Eifer fortgesetzt. Die Bevölkerung wird ersucht, die Anordnungen der Behörden genau zu befolgen und sich bei den zuständigen Stellen rechtzeitig zu melden. Weitere Mitteilungen werden in den nächsten Tagen erfolgen. Es ist zu erwarten, daß die Verteilung der Lebensmittel in geordneter Weise vor sich gehen wird, sofern alle Beteiligten ihre Pflicht erfüllen. Die Lage an der Front hat sich in den letzten Tagen nicht wesentlich verändert. Wie aus amtlichen Berichten hervorgeht, wurden die Vorbereitungen für die kommenden Wochen mit großem Eifer fortgesetzt. Die Bevölkerung wird ersucht, die Anordnungen der Behörden genau zu befolgen und sich bei den zuständigen Stellen rechtzeitig zu melden. Weitere Mitteilungen werden in den nächsten Tagen erfolgen. Es ist zu erwarten, daß die Verteilung der Lebensmittel in geordneter Weise vor sich gehen wird, sofern alle Beteiligten ihre Pflicht erfüllen. Die Lage an der Front hat sich in den letzten Tagen nicht wesentlich verändert. Wie aus amtlichen Berichten hervorgeht, wurden die Vorbereitungen für die kommenden Wochen mit großem Eifer fortgesetzt. Die Bevölkerung wird ersucht, die Anordnungen der Behörden genau zu befolgen und sich bei den zuständigen Stellen rechtzeitig zu melden. Weitere Mitteilungen werden in den nächsten Tagen erfolgen. Es ist zu erwarten, daß die Verteilung der Lebensmittel in geordneter Weise vor sich gehen wird, sofern alle Beteiligten ihre Pflicht erfüllen. Die Lage an der Front hat sich in den letzten Tagen nicht wesentlich verändert. Wie aus amtlichen Berichten hervorgeht, wurden die Vorbereitungen für die kommenden Wochen mit großem Eifer fortgesetzt. Die Bevölkerung wird ersucht, die Anordnungen der Behörden genau zu befolgen und sich bei den zuständigen Stellen rechtzeitig zu melden. Weitere Mitteilungen werden in den nächsten Tagen erfolgen. Es ist zu erwarten, daß die Verteilung der Lebensmittel in geordneter Weise vor sich gehen wird, sofern alle Beteiligten ihre Pflicht erfüllen. Die Lage an der Front hat sich in den letzten Tagen nicht wesentlich verändert. Wie aus amtlichen Berichten hervorgeht, wurden die Vorbereitungen für die kommenden Wochen mit großem Eifer fortgesetzt. Die Bevölkerung wird ersucht, die Anordnungen der Behörden genau zu befolgen und sich bei den zuständigen Stellen rechtzeitig zu melden. Weitere Mitteilungen werden in den nächsten Tagen erfolgen. Es ist zu erwarten, daß die Verteilung der Lebensmittel in geordneter Weise vor sich gehen wird, sofern alle Beteiligten ihre Pflicht erfüllen. Die Lage an der Front hat sich in den letzten Tagen nicht wesentlich verändert. Wie aus amtlichen Berichten hervorgeht, wurden die Vorbereitungen für die kommenden Wochen mit großem Eifer fortgesetzt. Die Bevölkerung wird ersucht, die Anordnungen der Behörden genau zu befolgen und sich bei den zuständigen Stellen rechtzeitig zu melden. Weitere Mitteilungen werden in den nächsten Tagen erfolgen. Es ist zu erwarten, daß die Verteilung der Lebensmittel in geordneter Weise vor sich gehen wird, sofern alle Beteiligten ihre Pflicht erfüllen. Die Lage an der Front hat sich in den letzten Tagen nicht wesentlich verändert. Wie aus amtlichen Berichten hervorgeht, wurden die Vorbereitungen für die kommenden Wochen mit großem Eifer fortgesetzt. Die Bevölkerung wird ersucht, die Anordnungen der Behörden genau zu befolgen und sich bei den zuständigen Stellen rechtzeitig zu melden. Weitere Mitteilungen werden in den nächsten Tagen erfolgen. Es ist zu erwarten, daß die Verteilung der Lebensmittel in geordneter Weise vor sich gehen wird, sofern alle Beteiligten ihre Pflicht erfüllen. Die Lage an der Front hat sich in den letzten Tagen nicht wesentlich verändert. Wie aus amtlichen Berichten hervorgeht, wurden die Vorbereitungen für die kommenden Wochen mit großem Eifer fortgesetzt. Die Bevölkerung wird ersucht, die Anordnungen der Behörden genau zu befolgen und sich bei den zuständigen Stellen rechtzeitig zu melden. Weitere Mitteilungen werden in den nächsten Tagen erfolgen. Es ist zu erwarten, daß die Verteilung der Lebensmittel in geordneter Weise vor sich gehen wird, sofern alle Beteiligten ihre Pflicht erfüllen. Die Lage an der Front hat sich in den letzten Tagen nicht wesentlich verändert. Wie aus amtlichen Berichten hervorgeht, wurden die Vorbereitungen für die kommenden Wochen mit großem Eifer fortgesetzt. Die Bevölkerung wird ersucht, die Anordnungen der Behörden genau zu befolgen und sich bei den zuständigen Stellen rechtzeitig zu melden. Weitere Mitteilungen werden in den nächsten Tagen erfolgen. Es ist zu erwarten, daß die Verteilung der Lebensmittel in geordneter Weise vor sich gehen wird, sofern alle Beteiligten ihre Pflicht erfüllen. Die Lage an der Front hat sich in den letzten Tagen nicht wesentlich verändert. Wie aus amtlichen Berichten hervorgeht, wurden die Vorbereitungen für die kommenden Wochen mit großem Eifer fortgesetzt. Die Bevölkerung wird ersucht, die Anordnungen der Behörden genau zu befolgen und sich bei den zuständigen Stellen rechtzeitig zu melden. Weitere Mitteilungen werden in den nächsten Tagen erfolgen. Es ist zu erwarten, daß die Verteilung der Lebensmittel in geordneter Weise vor sich gehen wird, sofern alle Beteiligten ihre Pflicht erfüllen. Die Lage an der Front hat sich in den letzten Tagen nicht wesentlich verändert. Wie aus amtlichen Berichten hervorgeht, wurden die Vorbereitungen für die kommenden Wochen mit großem Eifer fortgesetzt. Die Bevölkerung wird ersucht, die Anordnungen der Behörden genau zu befolgen und sich bei den zuständigen Stellen rechtzeitig zu melden. Weitere Mitteilungen werden in den nächsten Tagen erfolgen. Es ist zu erwarten, daß die Verteilung der Lebensmittel in geordneter Weise vor sich gehen wird, sofern alle Beteiligten ihre Pflicht erfüllen. Die Lage an der Front hat sich in den letzten Tagen nicht wesentlich verändert. Wie aus amtlichen Berichten hervorgeht, wurden die Vorbereitungen für die kommenden Wochen mit großem Eifer fortgesetzt. Die Bevölkerung wird ersucht, die Anordnungen der Behörden genau zu befolgen und sich bei den zuständigen Stellen rechtzeitig zu melden. Weitere Mitteilungen werden in den nächsten Tagen erfolgen. Es ist zu erwarten, daß die Verteilung der Lebensmittel in geordneter Weise vor sich gehen wird, sofern alle Beteiligten ihre Pflicht erfüllen. Die Lage an der Front hat sich in den letzten Tagen nicht wesentlich verändert. Wie aus amtlichen Berichten hervorgeht, wurden die Vorbereitungen für die kommenden Wochen mit großem Eifer fortgesetzt. Die Bevölkerung wird ersucht, die Anordnungen der Behörden genau zu befolgen und sich bei den zuständigen Stellen rechtzeitig zu melden. Weitere Mitteilungen werden in den nächsten Tagen erfolgen. Es ist zu erwarten, daß die Verteilung der Lebensmittel in geordneter Weise vor sich gehen wird, sofern alle Beteiligten ihre Pflicht erfüllen. Die Lage an der Front hat sich in den letzten Tagen nicht wesentlich verändert. Wie aus amtlichen Berichten hervorgeht, wurden die Vorbereitungen für die kommenden Wochen mit großem Eifer fortgesetzt. Die Bevölkerung wird ersucht, die Anordnungen der Behörden genau zu befolgen und sich bei den zuständigen Stellen rechtzeitig zu melden. Weitere Mitteilungen werden in den nächsten Tagen erfolgen. Es ist zu erwarten, daß die Verteilung der Lebensmittel in geordneter Weise vor sich gehen wird, sofern alle Beteiligten ihre Pflicht erfüllen. Die Lage an der Front hat sich in den letzten Tagen nicht wesentlich verändert. Wie aus amtlichen Berichten hervorgeht, wurden die Vorbereitungen für die kommenden Wochen mit großem Eifer fortgesetzt. Die Bevölkerung wird ersucht, die Anordnungen der Behörden genau zu befolgen und sich bei den zuständigen Stellen rechtzeitig zu melden. Weitere Mitteilungen werden in den nächsten Tagen erfolgen. Es ist zu erwarten, daß die Verteilung der Lebensmittel in geordneter Weise vor sich gehen wird, sofern alle Beteiligten ihre Pflicht erfüllen. Die Lage an der Front hat sich in den letzten Tagen nicht wesentlich verändert. Wie aus amtlichen Berichten hervorgeht, wurden die Vorbereitungen für die kommenden Wochen mit großem Eifer fortgesetzt. Die Bevölkerung wird ersucht, die Anordnungen der Behörden genau zu befolgen und sich bei den zuständigen Stellen rechtzeitig zu melden. Weitere Mitteilungen werden in den nächsten Tagen erfolgen. Es ist zu erwarten, daß die Verteilung der Lebensmittel in geordneter Weise vor sich gehen wird, sofern alle Beteiligten ihre Pflicht erfüllen. Die Lage an der Front hat sich in den letzten Tagen nicht wesentlich verändert. Wie aus amtlichen Berichten hervorgeht, wurden die Vorbereitungen für die kommenden Wochen mit großem Eifer fortgesetzt. Die Bevölkerung wird ersucht, die Anordnungen der Behörden genau zu befolgen und sich bei den zuständigen Stellen rechtzeitig zu melden. Weitere Mitteilungen werden in den nächsten Tagen erfolgen. Es ist zu erwarten, daß die Verteilung der Lebensmittel in geordneter Weise vor sich gehen wird, sofern alle Beteiligten ihre Pflicht erfüllen. Die Lage an der Front hat sich in den letzten Tagen nicht wesentlich verändert. Wie aus amtlichen Berichten hervorgeht, wurden die Vorbereitungen für die kommenden Wochen mit großem Eifer fortgesetzt. Die Bevölkerung wird ersucht, die Anordnungen der Behörden genau zu befolgen und sich bei den zuständigen Stellen rechtzeitig zu melden. Weitere Mitteilungen werden in den nächsten Tagen erfolgen. Es ist zu erwarten, daß die Verteilung der Lebensmittel in geordneter Weise vor sich gehen wird, sofern alle Beteiligten ihre Pflicht erfüllen. Die Lage an der Front hat sich in den letzten Tagen nicht wesentlich verändert. Wie aus amtlichen Berichten hervorgeht, wurden die Vorbereitungen für die kommenden Wochen mit großem Eifer fortgesetzt. Die Bevölkerung wird ersucht, die Anordnungen der Behörden genau zu befolgen und sich bei den zuständigen Stellen rechtzeitig zu melden. Weitere Mitteilungen werden in den nächsten Tagen erfolgen. Es ist zu erwarten, daß die Verteilung der Lebensmittel in geordneter Weise vor sich gehen wird, sofern alle Beteiligten ihre Pflicht erfüllen. Die Lage an der Front hat sich in den letzten Tagen nicht wesentlich verändert. Wie aus amtlichen Berichten hervorgeht, wurden die Vorbereitungen für die kommenden Wochen mit großem Eifer fortgesetzt. Die Bevölkerung wird ersucht, die Anordnungen der Behörden genau zu befolgen und sich bei den zuständigen Stellen rechtzeitig zu melden. Weitere Mitteilungen werden in den nächsten Tagen erfolgen. Es ist zu erwarten, daß die Verteilung der Lebensmittel in geordneter Weise vor sich gehen wird, sofern alle Beteiligten ihre Pflicht erfüllen. — [376, 545, 491, 1454]
column-rule — [134, 26, 135, 692]
article-body: Die Lage an der Front hat sich in den letzten Tagen nicht wesentlich verändert. Wie aus amtlichen Berichten hervorgeht, wurden die Vorbereitungen für die kommenden Wochen mit großem Eifer fortgesetzt. Die Bevölkerung wird ersucht, die Anordnungen der Behörden genau zu befolgen und sich bei den zuständigen Stellen rechtzeitig zu melden. Weitere Mitteilungen werden in den nächsten Tagen erfolgen. Es ist zu erwarten, daß die Verteilung der Lebensmittel in geordneter Weise vor sich gehen wird, sofern alle Beteiligten ihre Pflicht erfüllen. Die Lage an der Front hat sich in den letzten Tagen nicht wesentlich verändert. Wie aus amtlichen Berichten hervorgeht, wurden die Vorbereitungen für die kommenden Wochen mit großem Eifer fortgesetzt. Die Bevölkerung wird ersucht, die Anordnungen der Behörden genau zu befolgen und sich bei den zuständigen Stellen rechtzeitig zu melden. Weitere Mitteilungen werden in den nächsten Tagen erfolgen. Es ist zu erwarten, daß die Verteilung der Lebensmittel in geordneter Weise vor sich gehen wird, sofern alle Beteiligten ihre Pflicht erfüllen. Die Lage an der Front hat sich in den letzten Tagen nicht wesentlich verändert. Wie aus amtlichen Berichten hervorgeht, wurden die Vorbereitungen für die kommenden Wochen mit großem Eifer fortgesetzt. Die Bevölkerung wird ersucht, die Anordnungen der Behörden genau zu befolgen und sich bei den zuständigen Stellen rechtzeitig zu melden. Weitere Mitteilungen werden in den nächsten Tagen erfolgen. Es ist zu erwarten, daß die Verteilung der Lebensmittel in geordneter Weise vor sich gehen wird, sofern alle Beteiligten ihre Pflicht erfüllen. Die Lage an der Front hat sich in den letzten Tagen nicht wesentlich verändert. Wie aus amtlichen Berichten hervorgeht, wurden die Vorbereitungen für die kommenden Wochen mit großem Eifer fortgesetzt. Die Bevölkerung wird ersucht, die Anordnungen der Behörden genau zu befolgen und sich bei den zuständigen Stellen rechtzeitig zu melden. Weitere Mitteilungen werden in den nächsten Tagen erfolgen. Es ist zu erwarten, daß die Verteilung der Lebensmittel in geordneter Weise vor sich gehen wird, sofern alle Beteiligten ihre Pflicht erfüllen. Die Lage an der Front hat sich in den letzten Tagen nicht wesentlich verändert. Wie aus amtlichen Berichten hervorgeht, wurden die Vorbereitungen für die kommenden Wochen mit großem Eifer fortgesetzt. Die Bevölkerung wird ersucht, die Anordnungen der Behörden genau zu befolgen und sich bei den zuständigen Stellen rechtzeitig zu melden. Weitere Mitteilungen werden in den nächsten Tagen erfolgen. Es ist zu erwarten, daß die Verteilung der Lebensmittel in geordneter Weise vor sich gehen wird, sofern alle Beteiligten ihre Pflicht erfüllen. Die Lage an der Front hat sich in den letzten Tagen nicht wesentlich verändert. Wie aus amtlichen Berichten hervorgeht, wurden die Vorbereitungen für die kommenden Wochen mit großem Eifer fortgesetzt. Die Bevölkerung wird ersucht, die Anordnungen der Behörden genau zu befolgen und sich bei den zuständigen Stellen rechtzeitig zu melden. Weitere Mitteilungen werden in den nächsten Tagen erfolgen. Es ist zu erwarten, daß die Verteilung der Lebensmittel in geordneter Weise vor sich gehen wird, sofern alle Beteiligten ihre Pflicht erfüllen. Die Lage an der Front hat sich in den letzten Tagen nicht wesentlich verändert. Wie aus amtlichen Berichten hervorgeht, wurden die Vorbereitungen für die kommenden Wochen mit großem Eifer fortgesetzt. Die Bevölkerung wird ersucht, die Anordnungen der Behörden genau zu befolgen und sich bei den zuständigen Stellen rechtzeitig zu melden. Weitere Mitteilungen werden in den nächsten Tagen erfolgen. Es ist zu erwarten, daß die Verteilung der Lebensmittel in geordneter Weise vor sich gehen wird, sofern alle Beteiligten ihre Pflicht erfüllen. Die Lage an der Front hat sich in den letzten Tagen nicht wesentlich verändert. Wie aus amtlichen Berichten hervorgeht, wurden die Vorbereitungen für die kommenden Wochen mit großem Eifer fortgesetzt. Die Bevölkerung wird ersucht, die Anordnungen der Behörden genau zu befolgen und sich bei den zuständigen Stellen rechtzeitig zu melden. Weitere Mitteilungen werden in den nächsten Tagen erfolgen. Es ist zu erwarten, daß die Verteilung der Lebensmittel in geordneter Weise vor sich gehen wird, sofern alle Beteiligten ihre Pflicht erfüllen. Die Lage an der Front hat sich in den letzten Tagen nicht wesentlich verändert. Wie aus amtlichen Berichten hervorgeht, wurden die Vorbereitungen für die kommenden Wochen mit großem Eifer fortgesetzt. Die Bevölkerung wird ersucht, die Anordnungen der Behörden genau zu befolgen und sich bei den zuständigen Stellen rechtzeitig zu melden. Weitere Mitteilungen werden in den nächsten Tagen erfolgen. Es ist zu erwarten, daß die Verteilung der Lebensmittel in geordneter Weise vor sich gehen wird, sofern alle Beteiligten ihre Pflicht erfüllen. Die Lage an der Front hat sich in den letzten Tagen nicht wesentlich verändert. Wie aus amtlichen Berichten hervorgeht, wurden die Vorbereitungen für die kommenden Wochen mit großem Eifer fortgesetzt. Die Bevölkerung wird ersucht, die Anordnungen der Behörden genau zu befolgen und sich bei den zuständigen Stellen rechtzeitig zu melden. Weitere Mitteilungen werden in den nächsten Tagen erfolgen. Es ist zu erwarten, daß die Verteilung der Lebensmittel in geordneter Weise vor sich gehen wird, sofern alle Beteiligten ihre Pflicht erfüllen. Die Lage an der Front hat sich in den letzten Tagen nicht wesentlich verändert. Wie aus amtlichen Berichten hervorgeht, wurden die Vorbereitungen für die kommenden Wochen mit großem Eifer fortgesetzt. Die Bevölkerung wird ersucht, die Anordnungen der Behörden genau zu befolgen und sich bei den zuständigen Stellen rechtzeitig zu melden. Weitere Mitteilungen werden in den nächsten Tagen erfolgen. Es ist zu erwarten, daß die Verteilung der Lebensmittel in geordneter Weise vor sich gehen wird, sofern alle Beteiligten ihre Pflicht erfüllen. Die Lage an der Front hat sich in den letzten Tagen nicht wesentlich verändert. Wie aus amtlichen Berichten hervorgeht, wurden die Vorbereitungen für die kommenden Wochen mit großem Eifer fortgesetzt. Die Bevölkerung wird ersucht, die Anordnungen der Behörden genau zu befolgen und sich bei den zuständigen Stellen rechtzeitig zu melden. Weitere Mitteilungen werden in den nächsten Tagen erfolgen. Es ist zu erwarten, daß die Verteilung der Lebensmittel in geordneter Weise vor sich gehen wird, sofern alle Beteiligten ihre Pflicht erfüllen. — [258, 1047, 373, 1501]
article-body: Die Lage an der Front hat sich in den letzten Tagen nicht wesentlich verändert. Wie aus amtlichen Berichten hervorgeht, wurden die Vorbereitungen für die kommenden Wochen mit großem Eifer fortgesetzt. Die Bevölkerung wird ersucht, die Anordnungen der Behörden genau zu befolgen und sich bei den zuständigen Stellen rechtzeitig zu melden. Weitere Mitteilungen werden in den nächsten Tagen erfolgen. Es ist zu erwarten, daß die Verteilung der Lebensmittel in geordneter Weise vor sich gehen wird, sofern alle Beteiligten ihre Pflicht erfüllen. Die Lage an der Front hat sich in den letzten Tagen nicht wesentlich verändert. Wie aus amtlichen Berichten hervorgeht, wurden die Vorbereitungen für die kommenden Wochen mit großem Eifer fortgesetzt. Die Bevölkerung wird ersucht, die Anordnungen der Behörden genau zu befolgen und sich bei den zuständigen Stellen rechtzeitig zu melden. Weitere Mitteilungen werden in den nächsten Tagen erfolgen. Es ist zu erwarten, daß die Verteilung der Lebensmittel in geordneter Weise vor sich gehen wird, sofern alle Beteiligten ihre Pflicht erfüllen. — [136, 997, 252, 1074]
header-date: Samstag, 17. Februar 1917. — [20, 14, 94, 20]
article-body: Die Lage an der Front hat sich in den letzten Tagen nicht wesentlich verändert. Wie aus amtlichen Berichten hervorgeht, wurden die Vorbereitungen für die kommenden Wochen mit großem Eifer fortgesetzt. Die Bevölkerung wird ersucht, die Anordnungen der Behörden genau zu befolgen und sich bei den zuständigen Stellen rechtzeitig zu melden. Weitere Mitteilungen werden in den nächsten Tagen erfolgen. Es ist zu erwarten, daß die Verteilung der Lebensmittel in geordneter Weise vor sich gehen wird, sofern alle Beteiligten ihre Pflicht erfüllen. Die Lage an der Front hat sich in den letzten Tagen nicht wesentlich verändert. Wie aus amtlichen Berichten hervorgeht, wurden die Vorbereitungen für die kommenden Wochen mit großem Eifer fortgesetzt. Die Bevölkerung wird ersucht, die Anordnungen der Behörden genau zu befolgen und sich bei den zuständigen Stellen rechtzeitig zu melden. Weitere Mitteilungen werden in den nächsten Tagen erfolgen. Es ist zu erwarten, daß die Verteilung der Lebensmittel in geordneter Weise vor sich gehen wird, sofern alle Beteiligten ihre Pflicht erfüllen. Die Lage an der Front hat sich in den letzten Tagen nicht wesentlich verändert. Wie aus amtlichen Berichten hervorgeht, wurden die Vorbereitungen für die kommenden Wochen mit großem Eifer fortgesetzt. Die Bevölkerung wird ersucht, die Anordnungen der Behörden genau zu befolgen und sich bei den zuständigen Stellen rechtzeitig zu melden. Weitere Mitteilungen werden in den nächsten Tagen erfolgen. Es ist zu erwarten, daß die Verteilung der Lebensmittel in geordneter Weise vor sich gehen wird, sofern alle Beteiligten ihre Pflicht erfüllen. Die Lage an der Front hat sich in den letzten Tagen nicht wesentlich verändert. Wie aus amtlichen Berichten hervorgeht, wurden die Vorbereitungen für die kommenden Wochen mit großem Eifer fortgesetzt. Die Bevölkerung wird ersucht, die Anordnungen der Behörden genau zu befolgen und sich bei den zuständigen Stellen rechtzeitig zu melden. Weitere Mitteilungen werden in den nächsten Tagen erfolgen. Es ist zu erwarten, daß die Verteilung der Lebensmittel in geordneter Weise vor sich gehen wird, sofern alle Beteiligten ihre Pflicht erfüllen. Die Lage an der Front hat sich in den letzten Tagen nicht wesentlich verändert. Wie aus amtlichen Berichten hervorgeht, wurden die Vorbereitungen für die kommenden Wochen mit großem Eifer fortgesetzt. Die Bevölkerung wird ersucht, die Anordnungen der Behörden genau zu befolgen und sich bei den zuständigen Stellen rechtzeitig zu melden. Weitere Mitteilungen werden in den nächsten Tagen erfolgen. Es ist zu erwarten, daß die Verteilung der Lebensmittel in geordneter Weise vor sich gehen wird, sofern alle Beteiligten ihre Pflicht erfüllen. Die Lage an der Front hat sich in den letzten Tagen nicht wesentlich verändert. Wie aus amtlichen Berichten hervorgeht, wurden die Vorbereitungen für die kommenden Wochen mit großem Eifer fortgesetzt. Die Bevölkerung wird ersucht, die Anordnungen der Behörden genau zu befolgen und sich bei den zuständigen Stellen rechtzeitig zu melden. Weitere Mitteilungen werden in den nächsten Tagen erfolgen. Es ist zu erwarten, daß die Verteilung der Lebensmittel in geordneter Weise vor sich gehen wird, sofern alle Beteiligten ihre Pflicht erfüllen. Die Lage an der Front hat sich in den letzten Tagen nicht wesentlich verändert. Wie aus amtlichen Berichten hervorgeht, wurden die Vorbereitungen für die kommenden Wochen mit großem Eifer fortgesetzt. Die Bevölkerung wird ersucht, die Anordnungen der Behörden genau zu befolgen und sich bei den zuständigen Stellen rechtzeitig zu melden. Weitere Mitteilungen werden in den nächsten Tagen erfolgen. Es ist zu erwarten, daß die Verteilung der Lebensmittel in geordneter Weise vor sich gehen wird, sofern alle Beteiligten ihre Pflicht erfüllen. Die Lage an der Front hat sich in den letzten Tagen nicht wesentlich verändert. Wie aus amtlichen Berichten hervorgeht, wurden die Vorbereitungen für die kommenden Wochen mit großem Eifer fortgesetzt. Die Bevölkerung wird ersucht, die Anordnungen der Behörden genau zu befolgen und sich bei den zuständigen Stellen rechtzeitig zu melden. Weitere Mitteilungen werden in den nächsten Tagen erfolgen. Es ist zu erwarten, daß die Verteilung der Lebensmittel in geordneter Weise vor sich gehen wird, sofern alle Beteiligten ihre Pflicht erfüllen. Die Lage an der Front hat sich in den letzten Tagen nicht wesentlich verändert. Wie aus amtlichen Berichten hervorgeht, wurden die Vorbereitungen für die kommenden Wochen mit großem Eifer fortgesetzt. Die Bevölkerung wird ersucht, die Anordnungen der Behörden genau zu befolgen und sich bei den zuständigen Stellen rechtzeitig zu melden. Weitere Mitteilungen werden in den nächsten Tagen erfolgen. Es ist zu erwarten, daß die Verteilung der Lebensmittel in geordneter Weise vor sich gehen wird, sofern alle Beteiligten ihre Pflicht erfüllen. Die Lage an der Front hat sich in den letzten Tagen nicht wesentlich verändert. Wie aus amtlichen Berichten hervorgeht, wurden die Vorbereitungen für die kommenden Wochen mit großem Eifer fortgesetzt. Die Bevölkerung wird ersucht, die Anordnungen der Behörden genau zu befolgen und sich bei den zuständigen Stellen rechtzeitig zu melden. Weitere Mitteilungen werden in den nächsten Tagen erfolgen. Es ist zu erwarten, daß die Verteilung der Lebensmittel in geordneter Weise vor sich gehen wird, sofern alle Beteiligten ihre Pflicht erfüllen. Die Lage an der Front hat sich in den letzten Tagen nicht wesentlich verändert. Wie aus amtlichen Berichten hervorgeht, wurden die Vorbereitungen für die kommenden Wochen mit großem Eifer fortgesetzt. Die Bevölkerung wird ersucht, die Anordnungen der Behörden genau zu befolgen und sich bei den zuständigen Stellen rechtzeitig zu melden. Weitere Mitteilungen werden in den nächsten Tagen erfolgen. Es ist zu erwarten, daß die Verteilung der Lebensmittel in geordneter Weise vor sich gehen wird, sofern alle Beteiligten ihre Pflicht erfüllen. Die Lage an der Front hat sich in den letzten Tagen nicht wesentlich verändert. Wie aus amtlichen Berichten hervorgeht, wurden die Vorbereitungen für die kommenden Wochen mit großem Eifer fortgesetzt. Die Bevölkerung wird ersucht, die Anordnungen der Behörden genau zu befolgen und sich bei den zuständigen Stellen rechtzeitig zu melden. Weitere Mitteilungen werden in den nächsten Tagen erfolgen. Es ist zu erwarten, daß die Verteilung der Lebensmittel in geordneter Weise vor sich gehen wird, sofern alle Beteiligten ihre Pflicht erfüllen. Die Lage an der Front hat sich in den letzten Tagen nicht wesentlich verändert. Wie aus amtlichen Berichten hervorgeht, wurden die Vorbereitungen für die kommenden Wochen mit großem Eifer fortgesetzt. Die Bevölkerung wird ersucht, die Anordnungen der Behörden genau zu befolgen und sich bei den zuständigen Stellen rechtzeitig zu melden. Weitere Mitteilungen werden in den nächsten Tagen erfolgen. Es ist zu erwarten, daß die Verteilung der Lebensmittel in geordneter Weise vor sich gehen wird, sofern alle Beteiligten ihre Pflicht erfüllen. Die Lage an der Front hat sich in den letzten Tagen nicht wesentlich verändert. Wie aus amtlichen Berichten hervorgeht, wurden die Vorbereitungen für die kommenden Wochen mit großem Eifer fortgesetzt. Die Bevölkerung wird ersucht, die Anordnungen der Behörden genau zu befolgen und sich bei den zuständigen Stellen rechtzeitig zu melden. Weitere Mitteilungen werden in den nächsten Tagen erfolgen. Es ist zu erwarten, daß die Verteilung der Lebensmittel in geordneter Weise vor sich gehen wird, sofern alle Beteiligten ihre Pflicht erfüllen. — [20, 49, 132, 587]
article-title: Der Sieg des Papiers. — [25, 30, 127, 40]
article-heading: Der amerikanische Berichterstatter. — [137, 154, 251, 161]
column-3 — [258, 28, 373, 1501]
divider — [136, 150, 252, 151]
column-1 — [20, 28, 132, 1366]
article-heading: Sicherstellung der Frühjahrsbestellung. — [282, 1031, 348, 1045]
article-heading: Weck's! in der Ernährungspolitik. — [262, 589, 368, 595]
article-body: Die Lage an der Front hat sich in den letzten Tagen nicht wesentlich verändert. Wie aus amtlichen Berichten hervorgeht, wurden die Vorbereitungen für die kommenden Wochen mit großem Eifer fortgesetzt. Die Bevölkerung wird ersucht, die Anordnungen der Behörden genau zu befolgen und sich bei den zuständigen Stellen rechtzeitig zu melden. Weitere Mitteilungen werden in den nächsten Tagen erfolgen. Es ist zu erwarten, daß die Verteilung der Lebensmittel in geordneter Weise vor sich gehen wird, sofern alle Beteiligten ihre Pflicht erfüllen. Die Lage an der Front hat sich in den letzten Tagen nicht wesentlich verändert. Wie aus amtlichen Berichten hervorgeht, wurden die Vorbereitungen für die kommenden Wochen mit großem Eifer fortgesetzt. Die Bevölkerung wird ersucht, die Anordnungen der Behörden genau zu befolgen und sich bei den zuständigen Stellen rechtzeitig zu melden. Weitere Mitteilungen werden in den nächsten Tagen erfolgen. Es ist zu erwarten, daß die Verteilung der Lebensmittel in geordneter Weise vor sich gehen wird, sofern alle Beteiligten ihre Pflicht erfüllen. Die Lage an der Front hat sich in den letzten Tagen nicht wesentlich verändert. Wie aus amtlichen Berichten hervorgeht, wurden die Vorbereitungen für die kommenden Wochen mit großem Eifer fortgesetzt. Die Bevölkerung wird ersucht, die Anordnungen der Behörden genau zu befolgen und sich bei den zuständigen Stellen rechtzeitig zu melden. Weitere Mitteilungen werden in den nächsten Tagen erfolgen. Es ist zu erwarten, daß die Verteilung der Lebensmittel in geordneter Weise vor sich gehen wird, sofern alle Beteiligten ihre Pflicht erfüllen. Die Lage an der Front hat sich in den letzten Tagen nicht wesentlich verändert. Wie aus amtlichen Berichten hervorgeht, wurden die Vorbereitungen für die kommenden Wochen mit großem Eifer fortgesetzt. Die Bevölkerung wird ersucht, die Anordnungen der Behörden genau zu befolgen und sich bei den zuständigen Stellen rechtzeitig zu melden. Weitere Mitteilungen werden in den nächsten Tagen erfolgen. Es ist zu erwarten, daß die Verteilung der Lebensmittel in geordneter Weise vor sich gehen wird, sofern alle Beteiligten ihre Pflicht erfüllen. Die Lage an der Front hat sich in den letzten Tagen nicht wesentlich verändert. Wie aus amtlichen Berichten hervorgeht, wurden die Vorbereitungen für die kommenden Wochen mit großem Eifer fortgesetzt. Die Bevölkerung wird ersucht, die Anordnungen der Behörden genau zu befolgen und sich bei den zuständigen Stellen rechtzeitig zu melden. Weitere Mitteilungen werden in den nächsten Tagen erfolgen. Es ist zu erwarten, daß die Verteilung der Lebensmittel in geordneter Weise vor sich gehen wird, sofern alle Beteiligten ihre Pflicht erfüllen. Die Lage an der Front hat sich in den letzten Tagen nicht wesentlich verändert. Wie aus amtlichen Berichten hervorgeht, wurden die Vorbereitungen für die kommenden Wochen mit großem Eifer fortgesetzt. Die Bevölkerung wird ersucht, die Anordnungen der Behörden genau zu befolgen und sich bei den zuständigen Stellen rechtzeitig zu melden. Weitere Mitteilungen werden in den nächsten Tagen erfolgen. Es ist zu erwarten, daß die Verteilung der Lebensmittel in geordneter Weise vor sich gehen wird, sofern alle Beteiligten ihre Pflicht erfüllen. — [136, 1086, 252, 1309]
section-location: Breslau — [307, 48, 323, 54]
article-heading: Wiedereinführung der Sommerzeit. — [377, 183, 489, 190]
article-body: Die Lage an der Front hat sich in den letzten Tagen nicht wesentlich verändert. Wie aus amtlichen Berichten hervorgeht, wurden die Vorbereitungen für die kommenden Wochen mit großem Eifer fortgesetzt. Die Bevölkerung wird ersucht, die Anordnungen der Behörden genau zu befolgen und sich bei den zuständigen Stellen rechtzeitig zu melden. Weitere Mitteilungen werden in den nächsten Tagen erfolgen. Es ist zu erwarten, daß die Verteilung der Lebensmittel in geordneter Weise vor sich gehen wird, sofern alle Beteiligten ihre Pflicht erfüllen. Die Lage an der Front hat sich in den letzten Tagen nicht wesentlich verändert. Wie aus amtlichen Berichten hervorgeht, wurden die Vorbereitungen für die kommenden Wochen mit großem Eifer fortgesetzt. Die Bevölkerung wird ersucht, die Anordnungen der Behörden genau zu befolgen und sich bei den zuständigen Stellen rechtzeitig zu melden. Weitere Mitteilungen werden in den nächsten Tagen erfolgen. Es ist zu erwarten, daß die Verteilung der Lebensmittel in geordneter Weise vor sich gehen wird, sofern alle Beteiligten ihre Pflicht erfüllen. Die Lage an der Front hat sich in den letzten Tagen nicht wesentlich verändert. Wie aus amtlichen Berichten hervorgeht, wurden die Vorbereitungen für die kommenden Wochen mit großem Eifer fortgesetzt. Die Bevölkerung wird ersucht, die Anordnungen der Behörden genau zu befolgen und sich bei den zuständigen Stellen rechtzeitig zu melden. Weitere Mitteilungen werden in den nächsten Tagen erfolgen. Es ist zu erwarten, daß die Verteilung der Lebensmittel in geordneter Weise vor sich gehen wird, sofern alle Beteiligten ihre Pflicht erfüllen. — [136, 28, 252, 142]
article-body: Die Lage an der Front hat sich in den letzten Tagen nicht wesentlich verändert. Wie aus amtlichen Berichten hervorgeht, wurden die Vorbereitungen für die kommenden Wochen mit großem Eifer fortgesetzt. Die Bevölkerung wird ersucht, die Anordnungen der Behörden genau zu befolgen und sich bei den zuständigen Stellen rechtzeitig zu melden. Weitere Mitteilungen werden in den nächsten Tagen erfolgen. Es ist zu erwarten, daß die Verteilung der Lebensmittel in geordneter Weise vor sich gehen wird, sofern alle Beteiligten ihre Pflicht erfüllen. Die Lage an der Front hat sich in den letzten Tagen nicht wesentlich verändert. Wie aus amtlichen Berichten hervorgeht, wurden die Vorbereitungen für die kommenden Wochen mit großem Eifer fortgesetzt. Die Bevölkerung wird ersucht, die Anordnungen der Behörden genau zu befolgen und sich bei den zuständigen Stellen rechtzeitig zu melden. Weitere Mitteilungen werden in den nächsten Tagen erfolgen. Es ist zu erwarten, daß die Verteilung der Lebensmittel in geordneter Weise vor sich gehen wird, sofern alle Beteiligten ihre Pflicht erfüllen. Die Lage an der Front hat sich in den letzten Tagen nicht wesentlich verändert. Wie aus amtlichen Berichten hervorgeht, wurden die Vorbereitungen für die kommenden Wochen mit großem Eifer fortgesetzt. Die Bevölkerung wird ersucht, die Anordnungen der Behörden genau zu befolgen und sich bei den zuständigen Stellen rechtzeitig zu melden. Weitere Mitteilungen werden in den nächsten Tagen erfolgen. Es ist zu erwarten, daß die Verteilung der Lebensmittel in geordneter Weise vor sich gehen wird, sofern alle Beteiligten ihre Pflicht erfüllen. Die Lage an der Front hat sich in den letzten Tagen nicht wesentlich verändert. Wie aus amtlichen Berichten hervorgeht, wurden die Vorbereitungen für die kommenden Wochen mit großem Eifer fortgesetzt. Die Bevölkerung wird ersucht, die Anordnungen der Behörden genau zu befolgen und sich bei den zuständigen Stellen rechtzeitig zu melden. Weitere Mitteilungen werden in den nächsten Tagen erfolgen. Es ist zu erwarten, daß die Verteilung der Lebensmittel in geordneter Weise vor sich gehen wird, sofern alle Beteiligten ihre Pflicht erfüllen. Die Lage an der Front hat sich in den letzten Tagen nicht wesentlich verändert. Wie aus amtlichen Berichten hervorgeht, wurden die Vorbereitungen für die kommenden Wochen mit großem Eifer fortgesetzt. Die Bevölkerung wird ersucht, die Anordnungen der Behörden genau zu befolgen und sich bei den zuständigen Stellen rechtzeitig zu melden. Weitere Mitteilungen werden in den nächsten Tagen erfolgen. Es ist zu erwarten, daß die Verteilung der Lebensmittel in geordneter Weise vor sich gehen wird, sofern alle Beteiligten ihre Pflicht erfüllen. Die Lage an der Front hat sich in den letzten Tagen nicht wesentlich verändert. Wie aus amtlichen Berichten hervorgeht, wurden die Vorbereitungen für die kommenden Wochen mit großem Eifer fortgesetzt. Die Bevölkerung wird ersucht, die Anordnungen der Behörden genau zu befolgen und sich bei den zuständigen Stellen rechtzeitig zu melden. Weitere Mitteilungen werden in den nächsten Tagen erfolgen. Es ist zu erwarten, daß die Verteilung der Lebensmittel in geordneter Weise vor sich gehen wird, sofern alle Beteiligten ihre Pflicht erfüllen. Die Lage an der Front hat sich in den letzten Tagen nicht wesentlich verändert. Wie aus amtlichen Berichten hervorgeht, wurden die Vorbereitungen für die kommenden Wochen mit großem Eifer fortgesetzt. Die Bevölkerung wird ersucht, die Anordnungen der Behörden genau zu befolgen und sich bei den zuständigen Stellen rechtzeitig zu melden. Weitere Mitteilungen werden in den nächsten Tagen erfolgen. Es ist zu erwarten, daß die Verteilung der Lebensmittel in geordneter Weise vor sich gehen wird, sofern alle Beteiligten ihre Pflicht erfüllen. Die Lage an der Front hat sich in den letzten Tagen nicht wesentlich verändert. Wie aus amtlichen Berichten hervorgeht, wurden die Vorbereitungen für die kommenden Wochen mit großem Eifer fortgesetzt. Die Bevölkerung wird ersucht, die Anordnungen der Behörden genau zu befolgen und sich bei den zuständigen Stellen rechtzeitig zu melden. Weitere Mitteilungen werden in den nächsten Tagen erfolgen. Es ist zu erwarten, daß die Verteilung der Lebensmittel in geordneter Weise vor sich gehen wird, sofern alle Beteiligten ihre Pflicht erfüllen. Die Lage an der Front hat sich in den letzten Tagen nicht wesentlich verändert. Wie aus amtlichen Berichten hervorgeht, wurden die Vorbereitungen für die kommenden Wochen mit großem Eifer fortgesetzt. Die Bevölkerung wird ersucht, die Anordnungen der Behörden genau zu befolgen und sich bei den zuständigen Stellen rechtzeitig zu melden. Weitere Mitteilungen werden in den nächsten Tagen erfolgen. Es ist zu erwarten, daß die Verteilung der Lebensmittel in geordneter Weise vor sich gehen wird, sofern alle Beteiligten ihre Pflicht erfüllen. — [376, 192, 491, 533]
article-subtitle: Beispiellose Amerikaner, Landesüberläufer, usw. — [144, 531, 244, 537]
article-heading: Die deutschen Schiffe in Amerika — [141, 523, 247, 530]
section-subtitle: Ausgabe von Lebensmitteln. — [286, 42, 344, 47]
article-body: Die Lage an der Front hat sich in den letzten Tagen nicht wesentlich verändert. Wie aus amtlichen Berichten hervorgeht, wurden die Vorbereitungen für die kommenden Wochen mit großem Eifer fortgesetzt. Die Bevölkerung wird ersucht, die Anordnungen der Behörden genau zu befolgen und sich bei den zuständigen Stellen rechtzeitig zu melden. Weitere Mitteilungen werden in den nächsten Tagen erfolgen. Es ist zu erwarten, daß die Verteilung der Lebensmittel in geordneter Weise vor sich gehen wird, sofern alle Beteiligten ihre Pflicht erfüllen. Die Lage an der Front hat sich in den letzten Tagen nicht wesentlich verändert. Wie aus amtlichen Berichten hervorgeht, wurden die Vorbereitungen für die kommenden Wochen mit großem Eifer fortgesetzt. Die Bevölkerung wird ersucht, die Anordnungen der Behörden genau zu befolgen und sich bei den zuständigen Stellen rechtzeitig zu melden. Weitere Mitteilungen werden in den nächsten Tagen erfolgen. Es ist zu erwarten, daß die Verteilung der Lebensmittel in geordneter Weise vor sich gehen wird, sofern alle Beteiligten ihre Pflicht erfüllen. Die Lage an der Front hat sich in den letzten Tagen nicht wesentlich verändert. Wie aus amtlichen Berichten hervorgeht, wurden die Vorbereitungen für die kommenden Wochen mit großem Eifer fortgesetzt. Die Bevölkerung wird ersucht, die Anordnungen der Behörden genau zu befolgen und sich bei den zuständigen Stellen rechtzeitig zu melden. Weitere Mitteilungen werden in den nächsten Tagen erfolgen. Es ist zu erwarten, daß die Verteilung der Lebensmittel in geordneter Weise vor sich gehen wird, sofern alle Beteiligten ihre Pflicht erfüllen. Die Lage an der Front hat sich in den letzten Tagen nicht wesentlich verändert. Wie aus amtlichen Berichten hervorgeht, wurden die Vorbereitungen für die kommenden Wochen mit großem Eifer fortgesetzt. Die Bevölkerung wird ersucht, die Anordnungen der Behörden genau zu befolgen und sich bei den zuständigen Stellen rechtzeitig zu melden. Weitere Mitteilungen werden in den nächsten Tagen erfolgen. Es ist zu erwarten, daß die Verteilung der Lebensmittel in geordneter Weise vor sich gehen wird, sofern alle Beteiligten ihre Pflicht erfüllen. Die Lage an der Front hat sich in den letzten Tagen nicht wesentlich verändert. Wie aus amtlichen Berichten hervorgeht, wurden die Vorbereitungen für die kommenden Wochen mit großem Eifer fortgesetzt. Die Bevölkerung wird ersucht, die Anordnungen der Behörden genau zu befolgen und sich bei den zuständigen Stellen rechtzeitig zu melden. Weitere Mitteilungen werden in den nächsten Tagen erfolgen. Es ist zu erwarten, daß die Verteilung der Lebensmittel in geordneter Weise vor sich gehen wird, sofern alle Beteiligten ihre Pflicht erfüllen. Die Lage an der Front hat sich in den letzten Tagen nicht wesentlich verändert. Wie aus amtlichen Berichten hervorgeht, wurden die Vorbereitungen für die kommenden Wochen mit großem Eifer fortgesetzt. Die Bevölkerung wird ersucht, die Anordnungen der Behörden genau zu befolgen und sich bei den zuständigen Stellen rechtzeitig zu melden. Weitere Mitteilungen werden in den nächsten Tagen erfolgen. Es ist zu erwarten, daß die Verteilung der Lebensmittel in geordneter Weise vor sich gehen wird, sofern alle Beteiligten ihre Pflicht erfüllen. — [136, 163, 252, 387]
article-heading: Hochschulnachrichten. — [158, 988, 230, 995]
